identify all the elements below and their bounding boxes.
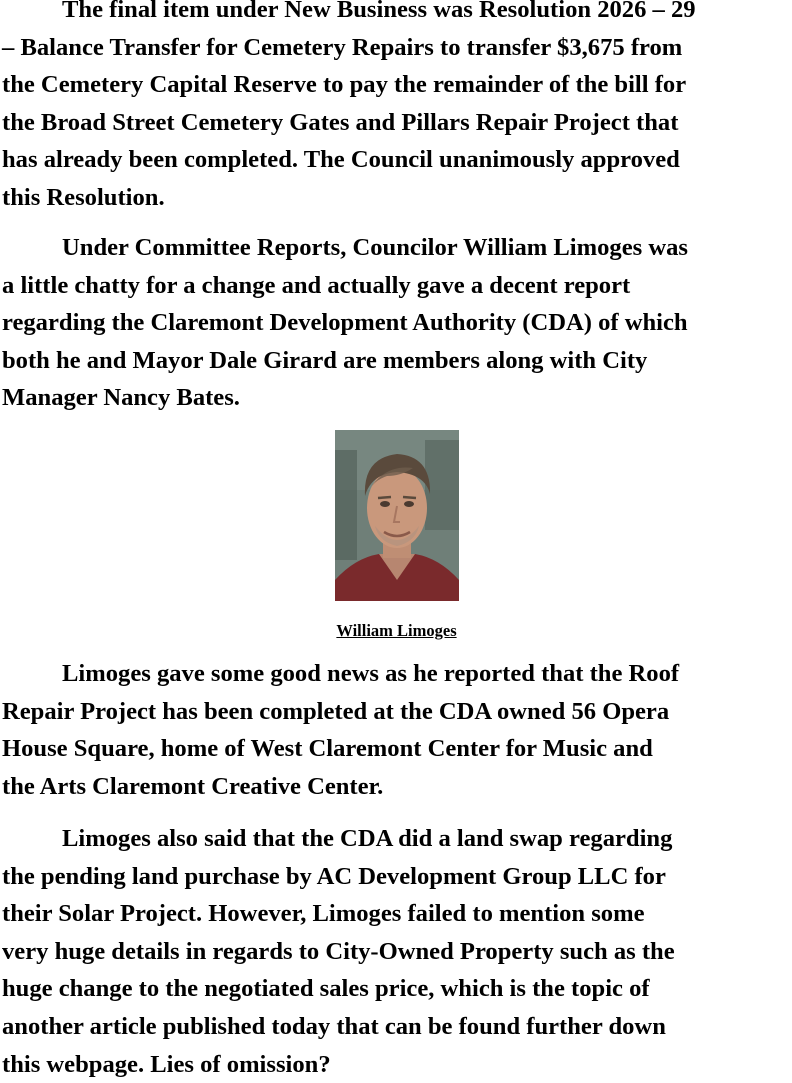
text-line: Limoges gave some good news as he reported that the Roof [62, 660, 680, 687]
text-line: this webpage. Lies of omission? [2, 1050, 331, 1078]
text-line: the Arts Claremont Creative Center. [2, 772, 384, 800]
text-line: the pending land purchase by AC Development Group LLC for [2, 862, 666, 890]
text-line: the Cemetery Capital Reserve to pay the remainder of the bill for [2, 71, 687, 99]
caption-text: William Limoges [336, 621, 457, 640]
text-line: The final item under New Business was Resolution 2026 – 29 [62, 0, 696, 23]
text-line: very huge details in regards to City-Owned Property such as the [2, 937, 675, 965]
paragraph-resolution [2, 0, 696, 217]
text-line: has already been completed. The Council unanimously approved [2, 146, 680, 174]
text-line: – Balance Transfer for Cemetery Repairs to transfer $3,675 from [2, 33, 683, 61]
text-line: a little chatty for a change and actually gave a decent report [2, 271, 631, 299]
portrait-photo [335, 430, 459, 601]
text-line: huge change to the negotiated sales price, which is the topic of [2, 975, 650, 1003]
text-line: Limoges also said that the CDA did a land swap regarding [62, 825, 673, 852]
paragraph-roof-repair [2, 655, 679, 805]
text-line: another article published today that can be found further down [2, 1012, 666, 1040]
text-line: Under Committee Reports, Councilor William Limoges was [62, 234, 688, 261]
text-line: their Solar Project. However, Limoges failed to mention some [2, 900, 645, 928]
paragraph-land-swap [2, 820, 675, 1083]
text-line: both he and Mayor Dale Girard are members along with City [2, 346, 648, 374]
text-line: House Square, home of West Claremont Center for Music and [2, 735, 653, 763]
text-line: this Resolution. [2, 183, 165, 211]
text-line: regarding the Claremont Development Authority (CDA) of which [2, 309, 688, 337]
paragraph-committee-reports [2, 229, 688, 417]
text-line: Repair Project has been completed at the CDA owned 56 Opera [2, 697, 670, 725]
photo-caption [0, 620, 792, 642]
portrait-image [335, 430, 459, 601]
text-line: Manager Nancy Bates. [2, 384, 240, 412]
text-line: the Broad Street Cemetery Gates and Pillars Repair Project that [2, 108, 679, 136]
